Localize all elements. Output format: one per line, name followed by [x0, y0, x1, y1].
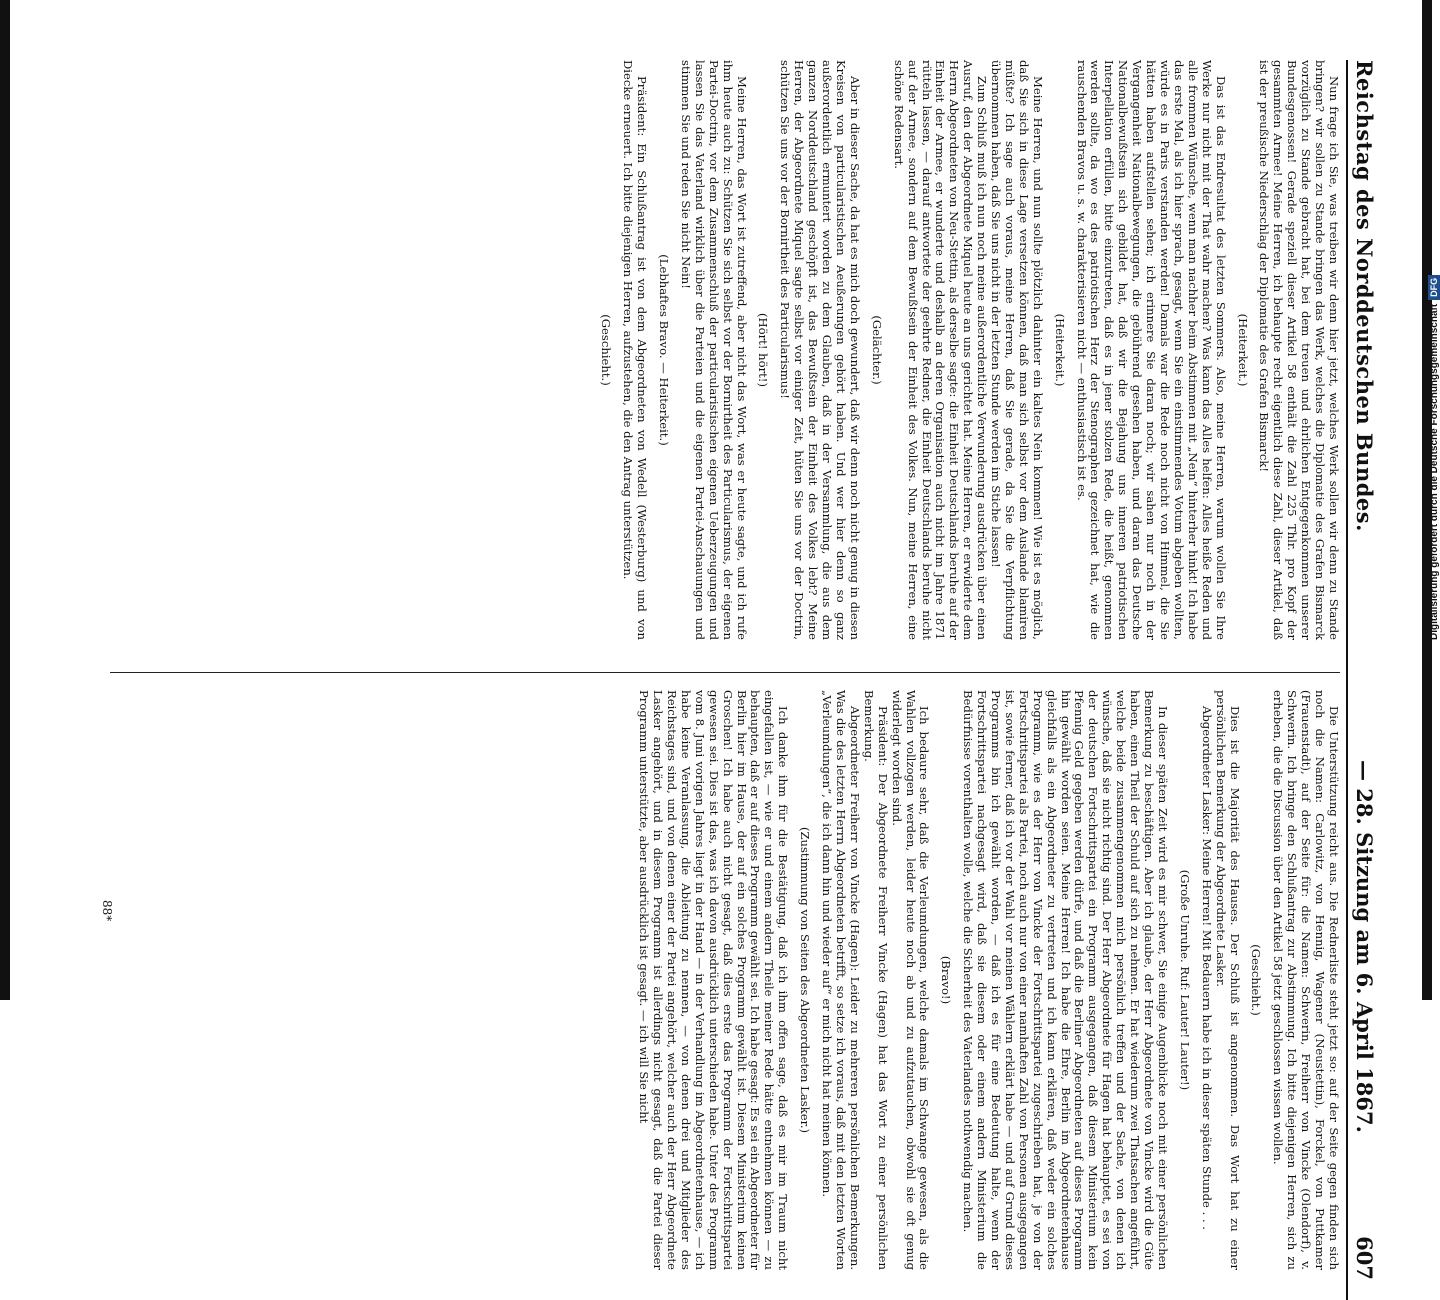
stage-direction: (Lebhaftes Bravo. — Heiterkeit.): [657, 254, 672, 446]
stage-direction: (Hört! hört!): [756, 313, 771, 387]
stage-direction: (Heiterkeit.): [1235, 313, 1250, 387]
right-column: [110, 690, 1340, 1270]
paragraph: Die Unterstützung reicht aus. Die Rednerliste steht jetzt so: auf der Seite gegen finden sich noch die Namen: Carlowitz, von Hennig, Wagener (Neustettin), Forckel, von Puttkamer (Frauenstadt), auf der Seite für: die Namen: Schwerin, Freiherr von Vincke (Olendorf), v. Schwerin. Ich bringe den Schlußantrag zur Abstimmung. Ich bitte diejenigen Herren, sich zu erheben, die die Discussion über den Artikel 58 jetzt geschlossen wissen wollen.: [1271, 690, 1341, 1270]
column-divider: [110, 672, 1340, 673]
paragraph: Ich bedaure sehr, daß die Verleumdungen, welche damals im Schwange gewesen, als die Wahlen vollzogen werden, leider heute noch ab und zu aufzutauchen, obwohl sie oft genug widerlegt worden sind.: [889, 690, 932, 1270]
stage-direction: (Zustimmung von Seiten des Abgeordneten Lasker.): [798, 826, 813, 1134]
paragraph: Ich danke ihm für die Bestätigung, daß ich ihm offen sage, daß es mir im Traum nicht eingefallen ist, — wie er und einem andern Theile meiner Rede hätte entnehmen können — zu behaupten, daß er auf dieses Programm gewählt sei. Ich habe gesagt: Es sei ein Abgeordneter für Berlin hier im Hause, der auf ein solches Programm gewählt ist. Diesem Ministerium keinen Groschen! Ich habe auch nicht gesagt, daß dies erste das Programm der Fortschrittspartei gewesen sei. Dies ist das, was ich davon ausdrücklich unterschieden habe. Unter des Programm vom 8. Juni vorigen Jahres liegt in der Hand — in der Verhandlung im Abgeordnetenhause, — ich habe keine Veranlassung, die Ableitung zu nennen, — von denen drei und Mitglieder des Reichstages sind, und von denen einer der Partei angehört, welcher auch der Herr Abgeordnete Lasker angehört, und in diesem Programm ist allerdings nicht gesagt, daß die Partei dieser Programm unterstützte, aber ausdrücklich ist gesagt. — ich will Sie nicht: [637, 690, 791, 1270]
header-left-title: Reichstag des Norddeutschen Bundes.: [1352, 60, 1377, 532]
paragraph: In dieser späten Zeit wird es mir schwer, Sie einige Augenblicke noch mit einer persönlichen Bemerkung zu beschäftigen. Aber ich glaube, der Herr Abgeordnete von Vincke wird die Güte haben, einen Theil der Schuld auf sich zu nehmen. Er hat wiederum zwei Thatsachen angeführt, welche beide zusammengenommen mich persönlich treffen und der Sache, von denen ich wünsche, daß sie nicht richtig sind. Der Herr Abgeordnete für Hagen hat behauptet, es sei von der deutschen Fortschrittspartei ein Programm ausgegangen, daß diesem Ministerium kein Pfennig Geld gegeben werden dürfe, und daß die Berliner Abgeordneten auf dieses Programm hin gewählt worden seien. Meine Herren! Ich habe die Ehre, Berlin im Abgeordnetenhause gleichfalls als ein Abgeordneter zu vertreten und ich kann erklären, daß weder ein solches Programm, wie es der Herr von Vincke der Fortschrittspartei zugeschrieben hat, je von der Fortschrittspartei als Partei, noch auch nur von einer namhaften Zahl von Personen ausgegangen ist, sowie ferner, daß ich vor der Wahl vor meinen Wählern erklärt habe — und auf Grund dieses Programms bin ich gewählt worden, — daß ich es für eine Bedeutung halte, wenn der Fortschrittspartei nachgesagt wird, daß sie diesem oder einem andern Ministerium die Bedürfnisse vorenthalten wolle, welche die Sicherheit des Vaterlandes nothwendig machen.: [961, 690, 1170, 1270]
page-number: 607: [1352, 1236, 1377, 1280]
scan-edge-bottom: [0, 0, 10, 1000]
digitization-note: [1428, 275, 1440, 640]
paragraph: Zum Schluß muß ich nun noch meine außerordentliche Verwunderung ausdrücken über einen Ausruf, den der Abgeordnete Miquel heute an uns gerichtet hat. Meine Herren, er erwiderte dem Herrn Abgeordneten von Neu-Stettin, als derselbe sagte: die Einheit Deutschlands beruhe auf der Einheit der Armee, er wunderte und deshalb an deren Organisation auch nicht im Jahre 1871 rütteln lassen, — darauf antwortete der geehrte Redner, die Einheit Deutschlands beruhe nicht auf der Armee, sondern auf dem Bewußtsein der Einheit des Volkes. Nun, meine Herren, eine schöne Redensart.: [891, 60, 990, 640]
stage-direction: (Bravo!): [939, 955, 954, 1005]
page-header: [1352, 60, 1392, 1280]
paragraph: Präsident: Ein Schlußantrag ist von dem Abgeordneten von Wedell (Westerburg) und von Diecke erneuert. Ich bitte diejenigen Herren, aufzustehen, die den Antrag unterstützen.: [621, 60, 650, 640]
paragraph: Meine Herren, und nun sollte plötzlich dahinter ein kaltes Nein kommen! Wie ist es möglich, daß Sie sich in diese Lage versetzen können, daß man sich selbst vor dem Auslande blamiren müßte? Ich sage auch voraus, meine Herren, daß Sie gerade, da Sie die Verpflichtung übernommen haben, daß Sie uns nicht in der letzten Stunde werden im Stiche lassen!: [989, 60, 1045, 640]
paragraph: Meine Herren, das Wort ist zutreffend, aber nicht das Wort, was er heute sagte, und ich rufe ihm heute auch zu: Schützen Sie sich selbst vor der Bornirtheit des Particularismus, der eigenen Partei-Doctrin, vor dem Zusammenschluß der particularistischen eigenen Ueberzeugungen und lassen Sie das Vaterland wirklich über die Parteien und die eigenen Partei-Anschauungen und stimmen Sie und reden Sie nicht Nein!: [678, 60, 749, 640]
stage-direction: (Heiterkeit.): [1052, 313, 1067, 387]
paragraph: Abgeordneter Freiherr von Vincke (Hagen): Leider zu mehreren persönlichen Bemerkungen. Was die des letzten Herrn Abgeordneten betrifft, so setze ich voraus, daß mit den letzten Worten „Verleumdungen“, die ich dann hin und wieder auf“ er mich nicht hat meinen können.: [820, 690, 862, 1270]
paragraph: Nun frage ich Sie, was treiben wir denn hier jetzt, welches Werk sollen wir denn zu Stande bringen? wir sollen zu Stande bringen das Werk, welches die Diplomatie des Grafen Bismarck vorzüglich zu Stande gebracht hat, bei dem treuen und ehrlichen Entgegenkommen unserer Bundesgenossen! Gerade speziell dieser Artikel 58 enthält die Zahl 225 Thlr. pro Kopf der gesammten Armee! Meine Herren, ich behaupte recht eigentlich diese Zahl, dieser Artikel, daß ist der preußische Niederschlag der Diplomatie des Grafen Bismarck!: [1257, 60, 1341, 640]
footnote-signature: 88*: [100, 900, 114, 922]
paragraph: Präsident: Der Abgeordnete Freiherr Vincke (Hagen) hat das Wort zu einer persönlichen Bemerkung.: [861, 690, 890, 1270]
paragraph: Abgeordneter Lasker: Meine Herren! Mit Bedauern habe ich in dieser späten Stunde . . .: [1199, 706, 1214, 1230]
dfg-logo: DFG: [1428, 275, 1440, 300]
stage-direction: (Große Unruhe. Ruf: Lauter! Lauter!): [1177, 869, 1192, 1091]
header-rule: [1346, 60, 1348, 1300]
paragraph: Aber in dieser Sache, da hat es mich doch gewundert, daß wir denn noch nicht genug in diesen Kreisen von particularistischen Aeußerungen gehört haben. Und wer hier denn so ganz außerordentlich ermuntert worden zu dem Glauben, daß in der Versammlung, die aus dem ganzen Norddeutschland geschöpft ist, das Bewußtsein der Einheit des Volkes lebt? Meine Herren, der Abgeordnete Miquel sagte selbst vor einiger Zeit, hüten Sie uns vor der Doctrin, schützen Sie uns vor der Bornirtheit des Particularismus!: [778, 60, 862, 640]
paragraph: Das ist das Endresultat des letzten Sommers. Also, meine Herren, warum wollen Sie Ihre Werke nur nicht mit der That wahr machen? Was kann das Alles helfen: Alles heiße Reden und alle frommen Wünsche, wenn man nachher beim Abstimmen mit „Nein“ hinterher hinkt! Ich habe das erste Mal, als ich hier sprach, gesagt, wenn Sie ein einstimmendes Votum abgeben wollten, würde es in Paris verstanden werden! Damals war die Rede noch nicht von Himmel, die Sie hätten haben aufstellen sehen; ich erinnere Sie daran noch; wir sahen nur noch in der Vergangenheit Nationalbewegungen, die gebührend gesehen haben, und daran das Deutsche Nationalbewußtsein sich gebildet hat, daß wir die Bejahung uns inneren patriotischen Interpellation erfüllen, bitte einzutreten, daß es in jener stolzen Rede, die heißt, genommen werden sollte, da wo es des patriotischen Herz der Stenographen gezeichnet hat, wie die rauschenden Bravos u. s. w. charakterisieren nicht — enthusiastisch ist es.: [1074, 60, 1228, 640]
stage-direction: (Geschieht.): [599, 314, 614, 386]
header-right-title: — 28. Sitzung am 6. April 1867.: [1352, 760, 1377, 1133]
digitization-text: Digitalisierung gefördert durch die Deutsche Forschungsgemeinschaft: [1428, 303, 1440, 640]
left-column: [110, 60, 1340, 640]
stage-direction: (Gelächter.): [869, 315, 884, 385]
paragraph: Dies ist die Majorität des Hauses. Der Schluß ist angenommen. Das Wort hat zu einer persönlichen Bemerkung der Abgeordnete Lasker.: [1213, 690, 1242, 1270]
stage-direction: (Geschieht.): [1249, 944, 1264, 1016]
